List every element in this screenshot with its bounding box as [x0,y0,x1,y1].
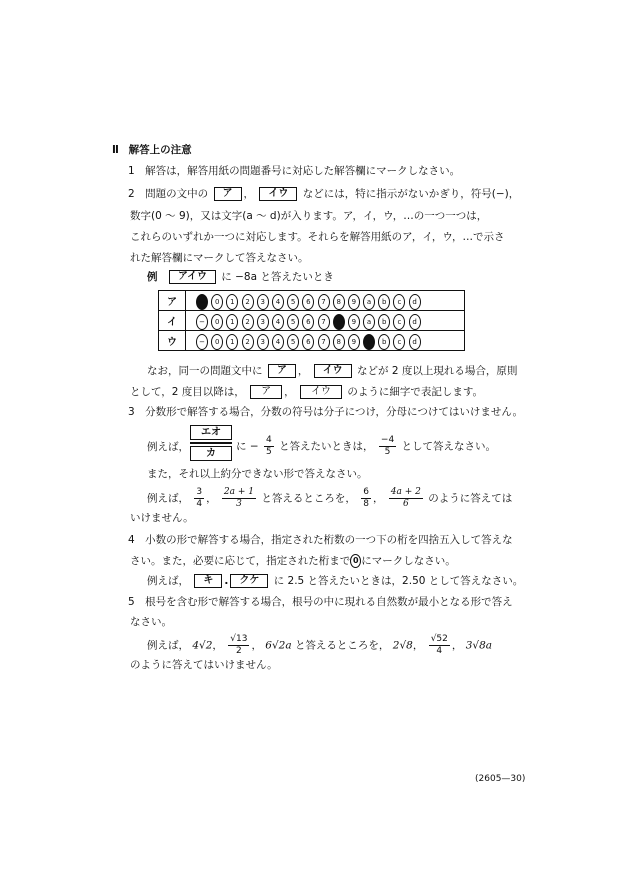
answer-bubble: c [393,294,405,310]
answer-box-kuke: クケ [230,574,268,588]
answer-bubble: 4 [272,294,284,310]
example-box: アイウ [169,270,216,284]
answer-bubble: a [363,314,375,330]
answer-bubble: 7 [318,294,330,310]
note-2-line-3: これらのいずれか一つに対応します。それらを解答用紙のア，イ，ウ，…で示さ [130,231,505,243]
answer-bubble: d [409,334,421,350]
answer-bubble: − [196,314,208,330]
answer-bubble: 3 [257,294,269,310]
note-3-example-prefix: 例えば， [147,441,189,453]
note-2-line-2: 数字(0 ～ 9)，又は文字(a ～ d)が入ります。ア，イ，ウ，…の一つ一つは， [130,210,488,222]
note-text-b: などが 2 度以上現れる場合，原則 [357,365,518,377]
note-4-example [147,574,523,588]
answer-bubble: 4 [272,334,284,350]
answer-box-iu: イウ [259,187,297,201]
note-3-text-d: として答えなさい。 [401,440,497,453]
answer-bubble: 3 [257,314,269,330]
zero-bubble-icon: 0 [350,554,361,568]
mark-row-label: ウ [159,331,186,351]
note-3-ex2-text-b: と答えるところを， [261,492,356,505]
note-3-ex2-end: いけません。 [130,512,194,524]
answer-bubble: 7 [318,314,330,330]
fraction-box-denominator: カ [190,446,232,461]
note-5-line-2: なさい。 [130,616,172,628]
note-4-ex-text-a: 例えば， [147,575,189,587]
fraction-bar [190,442,232,444]
answer-bubble: 2 [242,334,254,350]
note-2-line-1: 2 問題の文中の ア ， イウ などには，特に指示がないかぎり，符号(−)， [128,188,520,200]
note-3-ex2-text-a: 例えば， [147,492,189,505]
fraction: $\frac{√52}{4}$ [430,634,448,656]
note-2-text-a: 2 問題の文中の [128,188,209,200]
fraction: $\frac{√13}{2}$ [230,634,248,656]
mark-row [159,331,465,351]
note-text-c: として，2 度目以降は， [130,386,245,398]
note-line-2: として，2 度目以降は， ア ， イウ のように細字で表記します。 [130,386,484,398]
answer-bubble: d [409,294,421,310]
mark-row-label: ア [159,291,186,311]
note-2-text-b: などには，特に指示がないかぎり，符号(−)， [302,188,520,200]
answer-bubble: 5 [287,294,299,310]
fraction: $\frac{3}{4}$ [196,487,203,509]
mark-sheet-example [158,290,465,351]
note-4-text-b: にマークしなさい。 [361,555,456,567]
note-5-line-1: 5 根号を含む形で解答する場合，根号の中に現れる自然数が最小となる形で答え [128,596,513,608]
note-line-1: なお，同一の問題文中に ア ， イウ などが 2 度以上現れる場合，原則 [147,365,518,377]
page-footer-code: (2605—30) [475,774,526,784]
note-thin-box-a: ア [250,385,282,399]
note-3-example-2: 例えば， $\frac{3}{4}$ ， $\frac{2a + 1}{3}$ と答えるところを， $\frac{6}{8}$ ， $\frac{4a + 2}{6}$ のように答えては [147,487,513,509]
answer-bubble: 0 [211,294,223,310]
note-3-ex2-text-c: のように答えては [428,492,513,505]
fraction: $\frac{6}{8}$ [363,487,369,509]
note-text-a: なお，同一の問題文中に [147,365,263,377]
radical-expression: 3√8a [465,639,493,652]
note-thin-box-iu: イウ [300,385,342,399]
example-label: 例 [147,271,158,283]
note-4-line-1: 4 小数の形で解答する場合，指定された桁数の一つ下の桁を四捨五入して答えな [128,534,513,546]
answer-bubble: 8 [333,294,345,310]
note-4-text-a: さい。また，必要に応じて，指定された桁まで [130,555,351,567]
answer-bubble: 3 [257,334,269,350]
answer-bubble: 1 [226,314,238,330]
answer-bubble: 9 [348,314,360,330]
answer-bubble: c [393,334,405,350]
answer-bubble: b [378,294,390,310]
example-line [147,270,334,284]
answer-bubble-filled: − [196,294,208,310]
answer-box-a: ア [214,187,242,201]
note-5-example: 例えば， 4√2， $\frac{√13}{2}$ ， 6√2a と答えるところを， 2√8， $\frac{√52}{4}$ ， 3√8a [147,634,493,656]
note-5-line-4: のように答えてはいけません。 [130,659,278,671]
note-4-ex-text-b: に 2.5 と答えたいときは，2.50 として答えなさい。 [273,575,524,587]
mark-row-bubbles [186,311,465,331]
answer-bubble: 4 [272,314,284,330]
answer-bubble: 2 [242,314,254,330]
answer-bubble: 1 [226,334,238,350]
answer-bubble: − [196,334,208,350]
mark-row [159,291,465,311]
answer-bubble: 5 [287,314,299,330]
answer-bubble: d [409,314,421,330]
answer-box-ki: キ [194,574,222,588]
stacked-fraction-box [190,425,232,461]
section-marker: Ⅱ [112,144,119,156]
fraction: $\frac{2a + 1}{3}$ [223,487,255,509]
answer-bubble: 9 [348,294,360,310]
note-3-also: また，それ以上約分できない形で答えなさい。 [147,468,368,480]
radical-expression: 4√2 [192,639,213,652]
mark-row-bubbles [186,291,465,311]
note-text-d: のように細字で表記します。 [347,386,484,398]
answer-bubble: 0 [211,314,223,330]
note-5-ex-text-a: 例えば， [147,639,189,652]
answer-bubble: 0 [211,334,223,350]
fraction-box-numerator: エオ [190,425,232,440]
note-2-line-4: れた解答欄にマークして答えなさい。 [130,252,309,264]
answer-bubble: 1 [226,294,238,310]
answer-bubble: c [393,314,405,330]
fraction: $\frac{4}{5}$ [265,435,272,457]
answer-bubble-filled: a [363,334,375,350]
answer-bubble: a [363,294,375,310]
section-title: 解答上の注意 [128,144,192,156]
note-3-example-rest [236,435,496,458]
example-text: に −8a と答えたいとき [221,271,334,283]
section-header [112,144,192,157]
answer-bubble: b [378,334,390,350]
mark-row-bubbles [186,331,465,351]
answer-bubble: 6 [302,314,314,330]
note-box-iu: イウ [314,364,352,378]
answer-bubble: 2 [242,294,254,310]
decimal-point: . [224,575,229,587]
answer-bubble: 8 [333,334,345,350]
note-5-ex-text-b: と答えるところを， [294,639,390,652]
answer-bubble: b [378,314,390,330]
mark-row-label: イ [159,311,186,331]
fraction: $\frac{4a + 2}{6}$ [390,487,421,509]
note-4-line-2 [130,554,456,568]
mark-row [159,311,465,331]
answer-bubble: 6 [302,334,314,350]
fraction: $\frac{-4}{5}$ [380,435,395,457]
radical-expression: 2√8 [392,639,413,652]
answer-bubble-filled: 8 [333,314,345,330]
note-3-title: 3 分数形で解答する場合，分数の符号は分子につけ，分母につけてはいけません。 [128,406,523,418]
note-3-text-b: に − [236,440,259,453]
answer-bubble: 9 [348,334,360,350]
note-box-a: ア [268,364,296,378]
note-3-text-c: と答えたいときは， [279,440,374,453]
radical-expression: 6√2a [265,639,292,652]
note-1: 1 解答は，解答用紙の問題番号に対応した解答欄にマークしなさい。 [128,165,461,177]
answer-bubble: 5 [287,334,299,350]
answer-bubble: 7 [318,334,330,350]
answer-bubble: 6 [302,294,314,310]
